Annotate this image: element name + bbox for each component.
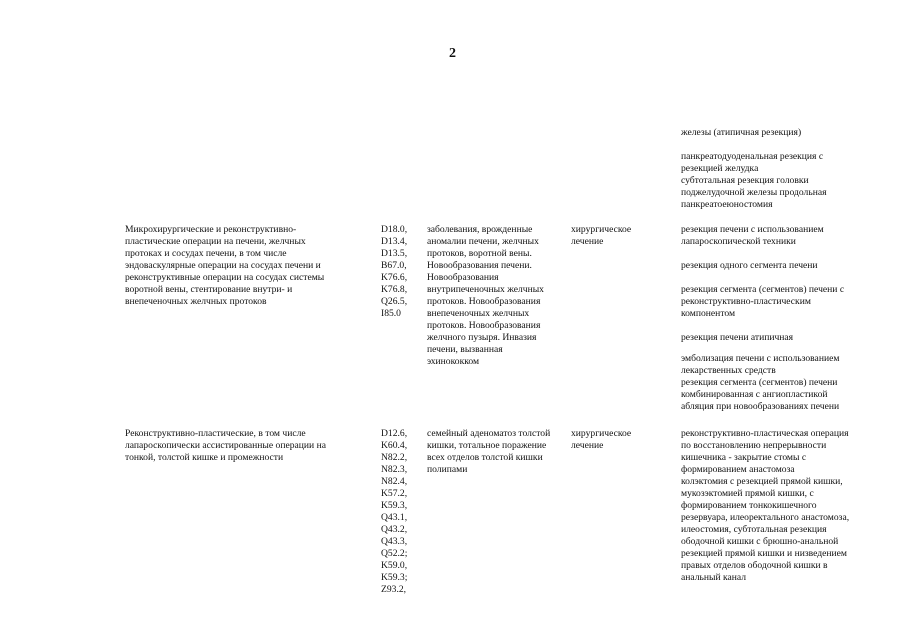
row-2-method-1: реконструктивно-пластическая операция по восстановлению непрерывности кишечника - закрытие стомы с формированием анастомоза колэктомия с резекцией прямой кишки, мукозэктомией прямой кишки, с формированием тонкокишечного резервуара, илеоректального анастомоза, илеостомия, субтотальная резекция ободочной кишки с брюшно-анальной резекцией прямой кишки и низведением правых отделов ободочной кишки в анальный канал	[681, 428, 850, 583]
row-2-diagnosis: семейный аденоматоз толстой кишки, тотальное поражение всех отделов толстой кишки полипами	[427, 428, 551, 475]
row-1-method-3: резекция сегмента (сегментов) печени с реконструктивно-пластическим компонентом	[681, 284, 845, 319]
row-2-treatment: хирургическое лечение	[571, 428, 632, 451]
row-2-name: Реконструктивно-пластические, в том числе лапароскопически ассистированные операции на тонкой, толстой кишке и промежности	[125, 428, 326, 463]
row-1-method-5: эмболизация печени с использованием лекарственных средств резекция сегмента (сегментов) печени комбинированная с ангиопластикой абляция при новообразованиях печени	[681, 353, 840, 412]
row-1-treatment: хирургическое лечение	[571, 224, 632, 247]
row-1-name: Микрохирургические и реконструктивно- пластические операции на печени, желчных протоках и сосудах печени, в том числе эндоваскулярные операции на сосудах печени и реконструктивные операции на сосудах системы воротной вены, стентирование внутри- и внепеченочных желчных протоков	[125, 224, 325, 307]
page-number: 2	[449, 46, 456, 61]
row-1-diagnosis: заболевания, врожденные аномалии печени, желчных протоков, воротной вены. Новообразования печени. Новообразования внутрипеченочных желчных протоков. Новообразования внепеченочных желчных протоков. Новообразования желчного пузыря. Инвазия печени, вызванная эхинококком	[427, 224, 544, 367]
continuation-method-1: железы (атипичная резекция)	[681, 127, 802, 138]
row-1-method-4: резекция печени атипичная	[681, 332, 794, 343]
row-1-codes: D18.0, D13.4, D13.5, B67.0, K76.6, K76.8, Q26.5, I85.0	[381, 224, 408, 319]
continuation-method-2: панкреатодуоденальная резекция с резекцией желудка субтотальная резекция головки поджелудочной железы продольная панкреатоеюностомия	[681, 151, 827, 210]
row-2-codes: D12.6, K60.4, N82.2, N82.3, N82.4, K57.2, K59.3, Q43.1, Q43.2, Q43.3, Q52.2; K59.0, K59.3; Z93.2,	[381, 428, 408, 595]
row-1-method-2: резекция одного сегмента печени	[681, 260, 818, 271]
row-1-method-1: резекция печени с использованием лапароскопической техники	[681, 224, 824, 247]
